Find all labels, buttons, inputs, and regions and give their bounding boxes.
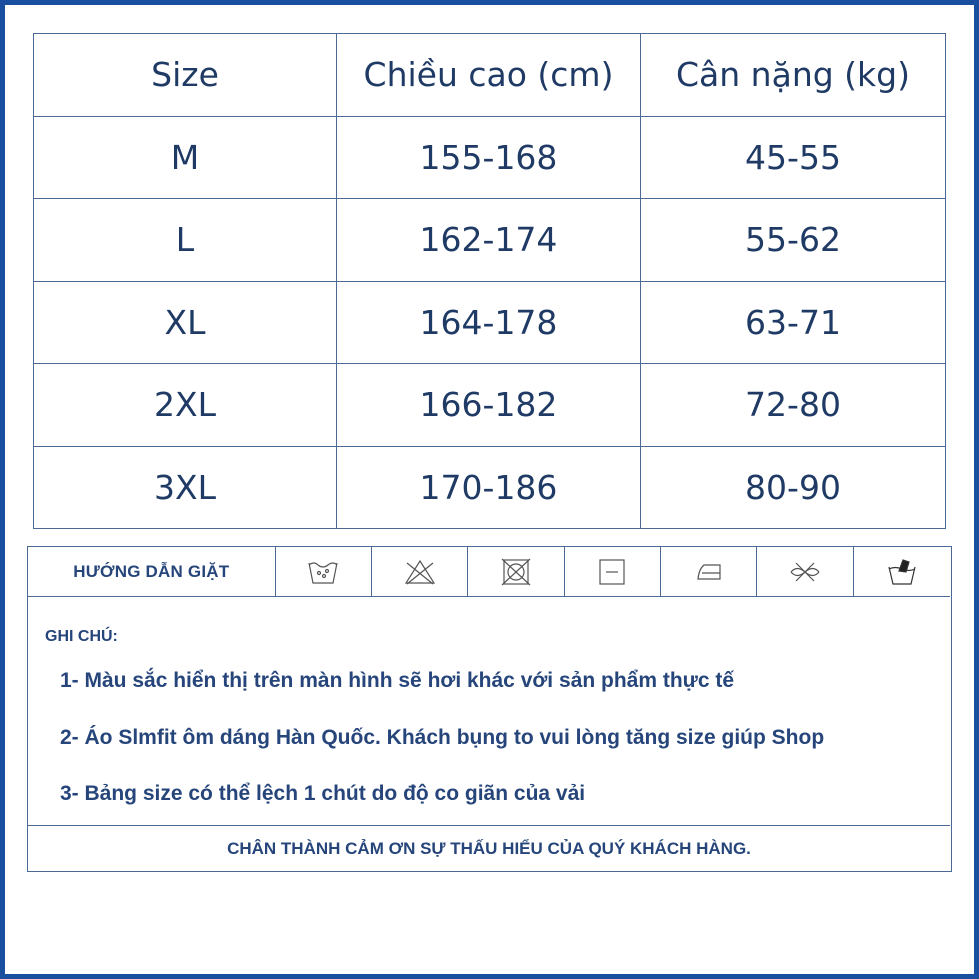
cell-height: 170-186 (337, 446, 641, 529)
thank-you-message: CHÂN THÀNH CẢM ƠN SỰ THẤU HIỂU CỦA QUÝ KHÁCH HÀNG. (28, 825, 950, 871)
cell-height: 155-168 (337, 116, 641, 199)
cell-size: 2XL (34, 364, 337, 447)
cell-weight: 72-80 (641, 364, 946, 447)
no-bleach-icon (372, 547, 468, 596)
cell-weight: 80-90 (641, 446, 946, 529)
header-height: Chiều cao (cm) (337, 34, 641, 117)
line-dry-icon (565, 547, 661, 596)
care-section (27, 546, 952, 872)
wash-30-icon (276, 547, 372, 596)
iron-low-icon (661, 547, 757, 596)
no-wring-icon (757, 547, 853, 596)
header-weight: Cân nặng (kg) (641, 34, 946, 117)
notes-title: GHI CHÚ: (45, 628, 118, 645)
table-row (34, 446, 946, 529)
no-tumble-dry-icon (468, 547, 564, 596)
table-row (34, 199, 946, 282)
cell-height: 166-182 (337, 364, 641, 447)
header-size: Size (34, 34, 337, 117)
note-item: 3- Bảng size có thể lệch 1 chút do độ co giãn của vải (60, 782, 586, 805)
cell-size: M (34, 116, 337, 199)
size-table-header (34, 34, 946, 117)
cell-size: L (34, 199, 337, 282)
cell-weight: 45-55 (641, 116, 946, 199)
note-item: 2- Áo Slmfit ôm dáng Hàn Quốc. Khách bụng to vui lòng tăng size giúp Shop (60, 726, 825, 749)
table-row (34, 281, 946, 364)
cell-weight: 55-62 (641, 199, 946, 282)
cell-height: 164-178 (337, 281, 641, 364)
cell-weight: 63-71 (641, 281, 946, 364)
note-item: 1- Màu sắc hiển thị trên màn hình sẽ hơi khác với sản phẩm thực tế (60, 669, 735, 692)
cell-size: XL (34, 281, 337, 364)
cell-size: 3XL (34, 446, 337, 529)
wash-guide-row (28, 547, 950, 597)
hand-wash-icon (854, 547, 950, 596)
size-table (33, 33, 946, 529)
table-row (34, 364, 946, 447)
wash-guide-title: HƯỚNG DẪN GIẶT (28, 547, 276, 596)
table-row (34, 116, 946, 199)
cell-height: 162-174 (337, 199, 641, 282)
